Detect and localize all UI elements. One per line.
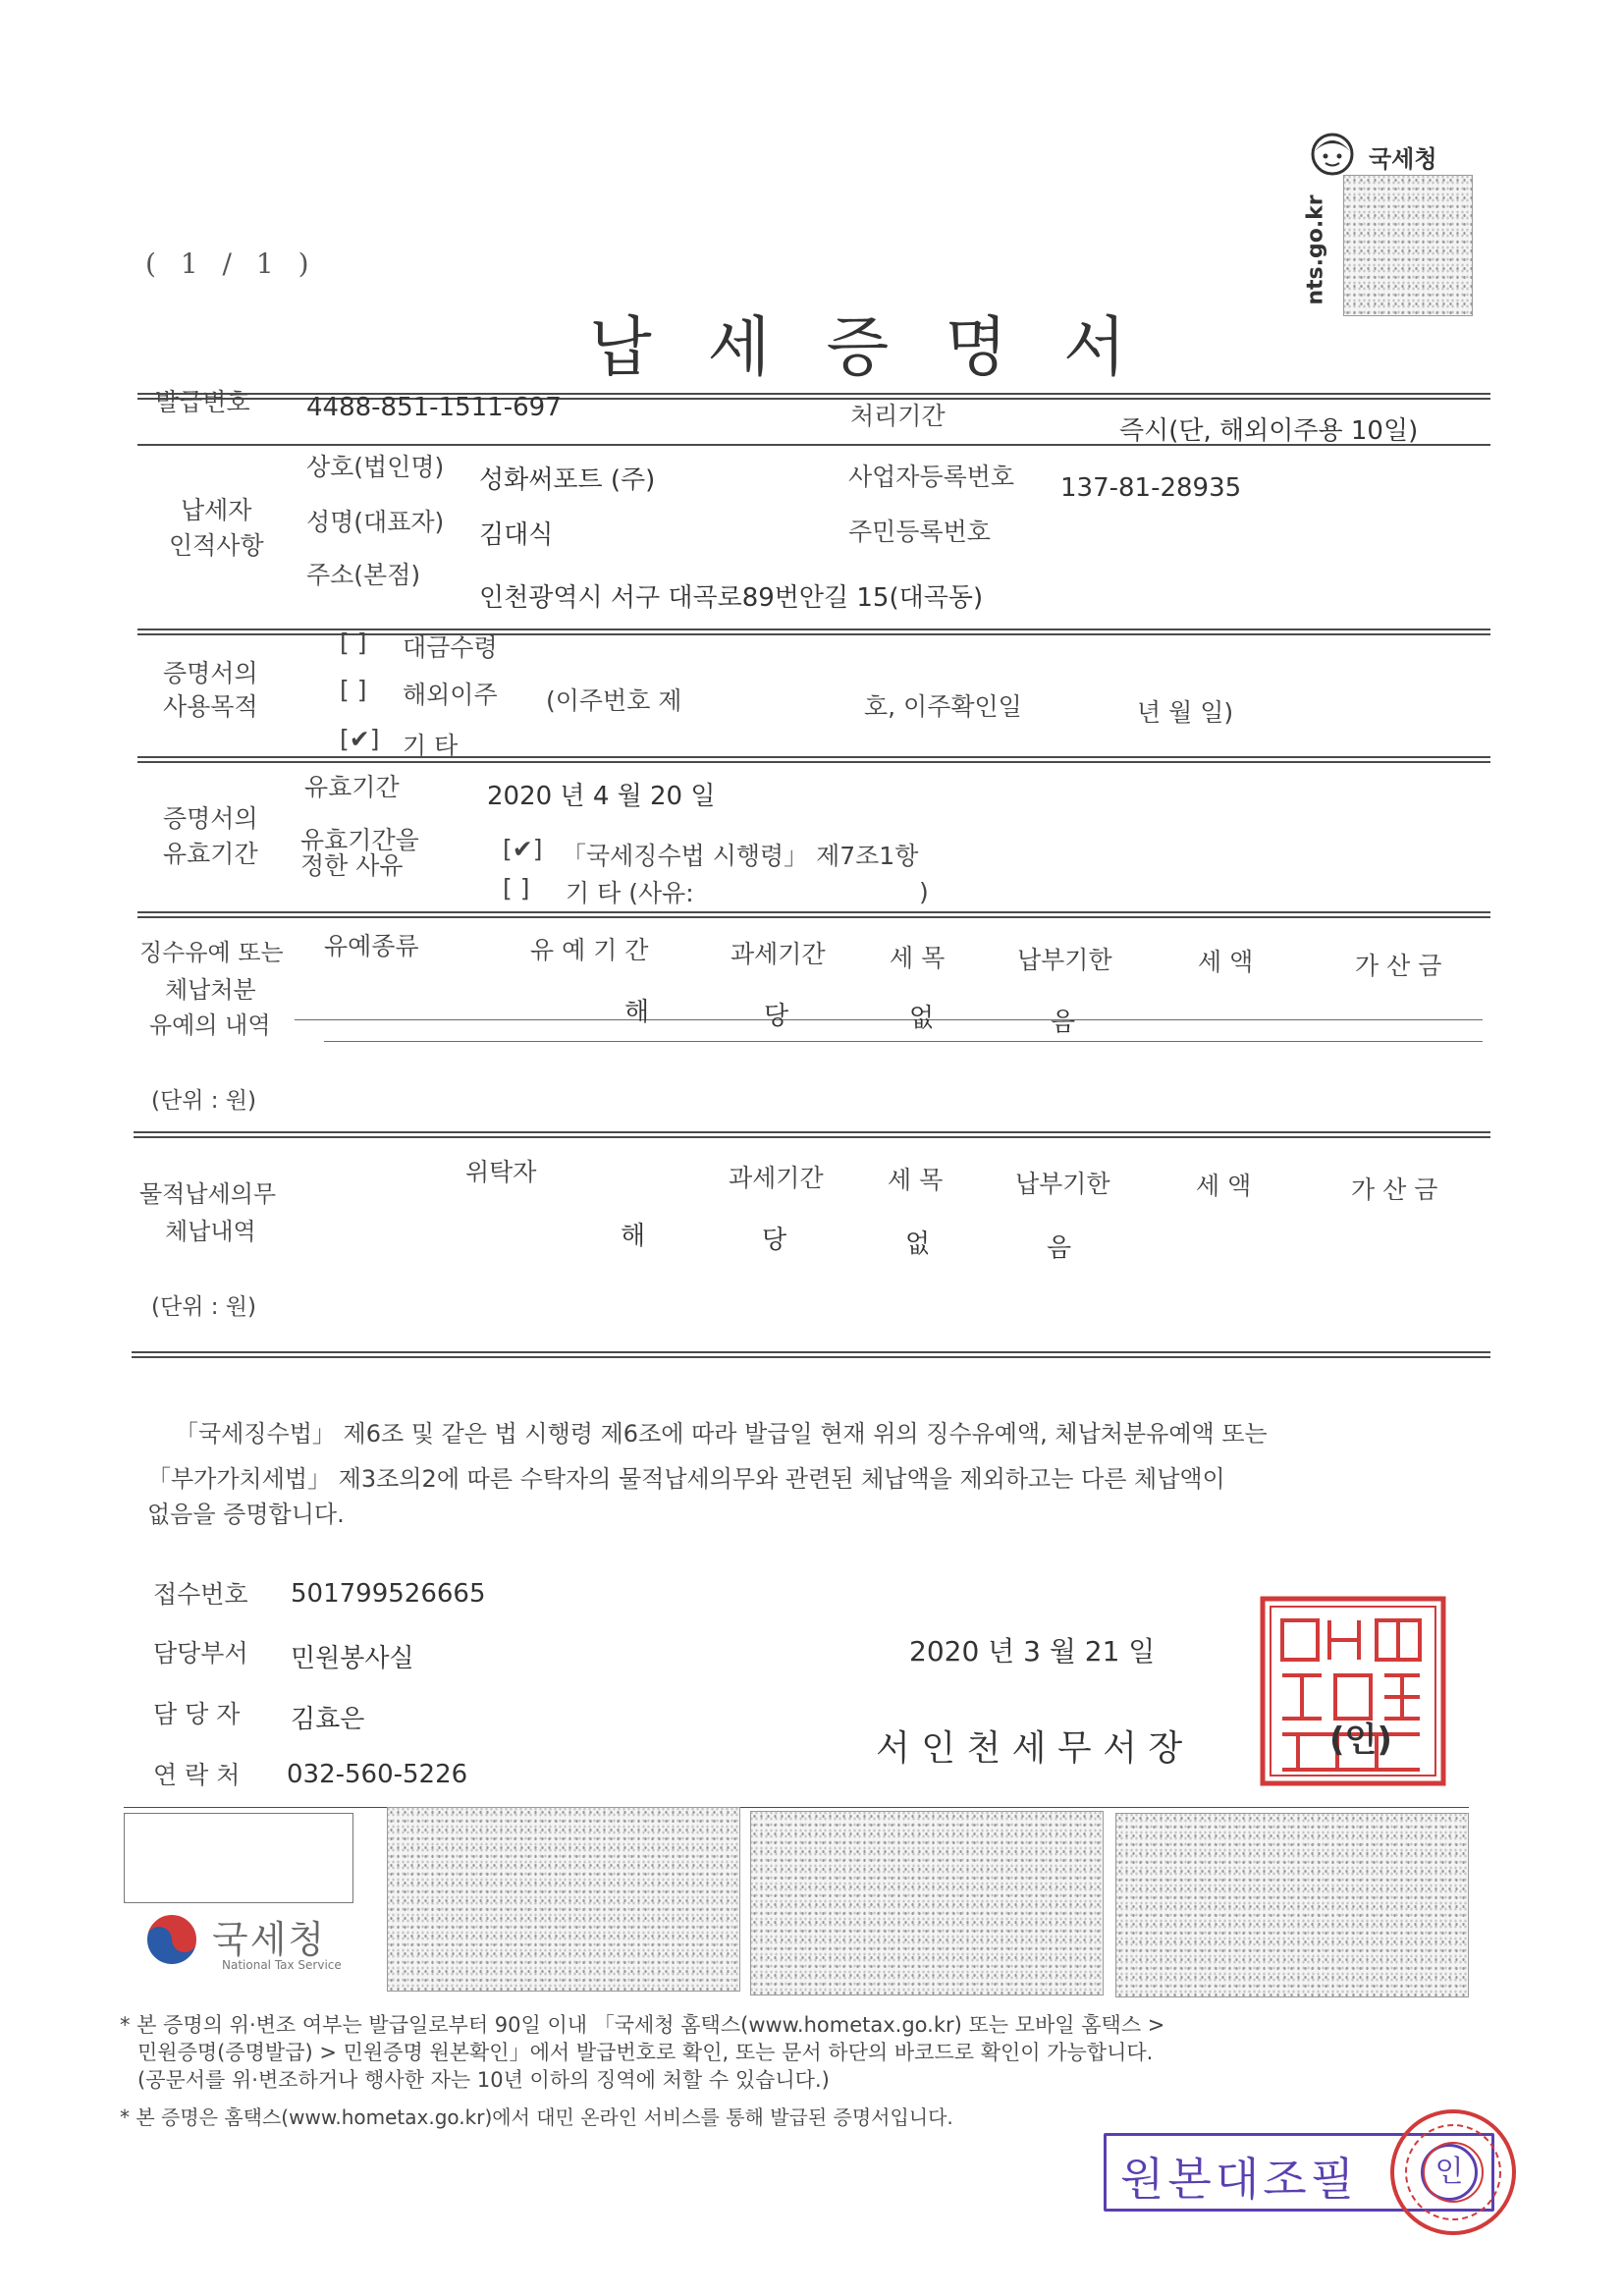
validity-reason-label: 유효기간을 xyxy=(300,826,419,854)
validity-reason-1-box[interactable]: [✔] xyxy=(503,835,543,863)
original-copy-seal: 인 xyxy=(1421,2144,1478,2201)
physical-none-4: 음 xyxy=(1047,1233,1072,1263)
note-1-line-2: 민원증명(증명발급) > 민원증명 원본확인」에서 발급번호로 확인, 또는 문서 하단의 바코드로 확인이 가능합니다. xyxy=(137,2041,1154,2064)
taegeuk-icon xyxy=(143,1911,200,1968)
nts-mascot-icon xyxy=(1310,132,1355,177)
office-name: 서 인 천 세 무 서 장 xyxy=(876,1728,1183,1769)
purpose-option-1-box[interactable]: [ ] xyxy=(340,629,367,657)
taxpayer-section-label: 납세자 xyxy=(181,496,252,524)
processing-period-label: 처리기간 xyxy=(850,402,946,430)
round-red-seal xyxy=(1386,2105,1520,2239)
statement-line-2: 「부가가치세법」 제3조의2에 따른 수탁자의 물적납세의무와 관련된 체납액을 제외하고는 다른 체납액이 xyxy=(147,1465,1225,1493)
representative-label: 성명(대표자) xyxy=(306,508,445,536)
deferral-none-4: 음 xyxy=(1051,1008,1076,1037)
validity-reason-label-2: 정한 사유 xyxy=(300,851,404,880)
deferral-section-label: 징수유예 또는 xyxy=(139,939,284,966)
deferral-header-due: 납부기한 xyxy=(1017,946,1112,974)
physical-header-tax-period: 과세기간 xyxy=(729,1164,824,1192)
deferral-header-tax-period: 과세기간 xyxy=(730,940,826,968)
contact-label: 연 락 처 xyxy=(153,1761,241,1789)
physical-section-label-2: 체납내역 xyxy=(165,1218,256,1245)
validity-period-label: 유효기간 xyxy=(304,773,400,801)
physical-none-1: 해 xyxy=(621,1222,646,1251)
physical-none-2: 당 xyxy=(762,1226,787,1255)
person: 김효은 xyxy=(291,1705,365,1734)
blank-box xyxy=(124,1813,353,1903)
person-label: 담 당 자 xyxy=(153,1700,241,1728)
statement-line-1: 「국세징수법」 제6조 및 같은 법 시행령 제6조에 따라 발급일 현재 위의 징수유예액, 체납처분유예액 또는 xyxy=(175,1420,1268,1448)
deferral-header-tax-item: 세 목 xyxy=(890,944,946,972)
emigration-number: (이주번호 제 xyxy=(546,686,682,715)
bizno: 137-81-28935 xyxy=(1060,473,1242,503)
validity-section-label: 증명서의 xyxy=(163,804,258,833)
barcode-2 xyxy=(750,1811,1104,1995)
emigration-date-ymd: 년 월 일) xyxy=(1137,698,1234,727)
deferral-none-3: 없 xyxy=(909,1004,935,1033)
address-label: 주소(본점) xyxy=(306,561,421,589)
contact: 032-560-5226 xyxy=(287,1760,468,1789)
purpose-section-label: 증명서의 xyxy=(163,659,258,687)
deferral-header-period: 유 예 기 간 xyxy=(530,936,649,964)
deferral-header-penalty: 가 산 금 xyxy=(1355,952,1442,980)
taxpayer-section-label-2: 인적사항 xyxy=(169,531,264,560)
physical-unit: (단위 : 원) xyxy=(151,1294,256,1320)
nts-logo-kor: 국세청 xyxy=(212,1918,327,1961)
department-label: 담당부서 xyxy=(153,1639,248,1667)
validity-reason-2-close: ) xyxy=(919,878,929,906)
company-name: 성화써포트 (주) xyxy=(479,465,656,495)
nts-logo-eng: National Tax Service xyxy=(222,1958,342,1972)
physical-section-label: 물적납세의무 xyxy=(139,1180,277,1208)
document-title: 납 세 증 명 서 xyxy=(589,309,1144,385)
physical-header-penalty: 가 산 금 xyxy=(1351,1175,1438,1204)
validity-reason-2: 기 타 (사유: xyxy=(566,879,694,907)
representative: 김대식 xyxy=(479,520,554,550)
issue-number: 4488-851-1511-697 xyxy=(306,393,562,422)
physical-header-trustor: 위탁자 xyxy=(465,1158,537,1186)
issue-date: 2020 년 3 월 21 일 xyxy=(909,1635,1156,1667)
original-copy-text: 원본대조필 xyxy=(1120,2153,1359,2206)
deferral-header-amount: 세 액 xyxy=(1198,948,1254,976)
purpose-option-2: 해외이주 xyxy=(403,681,498,709)
purpose-option-3: 기 타 xyxy=(403,732,459,760)
deferral-header-type: 유예종류 xyxy=(324,932,419,960)
validity-reason-1: 「국세징수법 시행령」 제7조1항 xyxy=(562,842,919,870)
company-label: 상호(법인명) xyxy=(306,453,445,481)
nts-logo xyxy=(143,1909,359,1988)
validity-reason-2-box[interactable]: [ ] xyxy=(503,874,530,902)
purpose-option-3-box[interactable]: [✔] xyxy=(340,725,380,753)
physical-header-tax-item: 세 목 xyxy=(888,1166,944,1194)
official-seal xyxy=(1259,1595,1447,1787)
issue-number-label: 발급번호 xyxy=(155,388,250,416)
note-2: * 본 증명은 홈택스(www.hometax.go.kr)에서 대민 온라인 서비스를 통해 발급된 증명서입니다. xyxy=(120,2105,953,2129)
barcode-3 xyxy=(1115,1813,1469,1997)
receipt-label: 접수번호 xyxy=(153,1580,248,1609)
header-barcode xyxy=(1343,175,1473,316)
processing-period: 즉시(단, 해외이주용 10일) xyxy=(1119,416,1419,446)
page-counter: ( 1 / 1 ) xyxy=(145,247,317,280)
nts-site-vertical: nts.go.kr xyxy=(1303,194,1328,305)
nts-header-logo xyxy=(1304,132,1481,318)
note-1-line-1: * 본 증명의 위·변조 여부는 발급일로부터 90일 이내 「국세청 홈택스(www.hometax.go.kr) 또는 모바일 홈택스 > xyxy=(120,2013,1165,2037)
physical-header-due: 납부기한 xyxy=(1015,1170,1110,1198)
deferral-none-1: 해 xyxy=(624,998,650,1027)
barcode-1 xyxy=(387,1807,740,1992)
bizno-label: 사업자등록번호 xyxy=(848,463,1015,491)
deferral-section-label-2: 체납처분 xyxy=(165,976,256,1004)
validity-section-label-2: 유효기간 xyxy=(163,840,258,868)
nts-header-name: 국세청 xyxy=(1369,145,1437,173)
seal-mark: (인) xyxy=(1329,1721,1392,1760)
note-1-line-3: (공문서를 위·변조하거나 행사한 자는 10년 이하의 징역에 처할 수 있습니다.) xyxy=(137,2068,830,2092)
physical-none-3: 없 xyxy=(905,1230,931,1259)
receipt-number: 501799526665 xyxy=(291,1579,486,1609)
purpose-section-label-2: 사용목적 xyxy=(163,692,258,721)
deferral-section-label-3: 유예의 내역 xyxy=(149,1011,271,1039)
statement-line-3: 없음을 증명합니다. xyxy=(147,1501,345,1528)
validity-period: 2020 년 4 월 20 일 xyxy=(487,782,716,811)
deferral-none-2: 당 xyxy=(764,1002,789,1031)
deferral-unit: (단위 : 원) xyxy=(151,1088,256,1114)
address: 인천광역시 서구 대곡로89번안길 15(대곡동) xyxy=(479,583,984,613)
purpose-option-2-box[interactable]: [ ] xyxy=(340,676,367,704)
physical-header-amount: 세 액 xyxy=(1196,1172,1252,1200)
rrn-label: 주민등록번호 xyxy=(848,518,991,546)
department: 민원봉사실 xyxy=(291,1644,414,1673)
purpose-option-1: 대금수령 xyxy=(403,633,498,662)
emigration-date-label: 호, 이주확인일 xyxy=(864,692,1022,721)
